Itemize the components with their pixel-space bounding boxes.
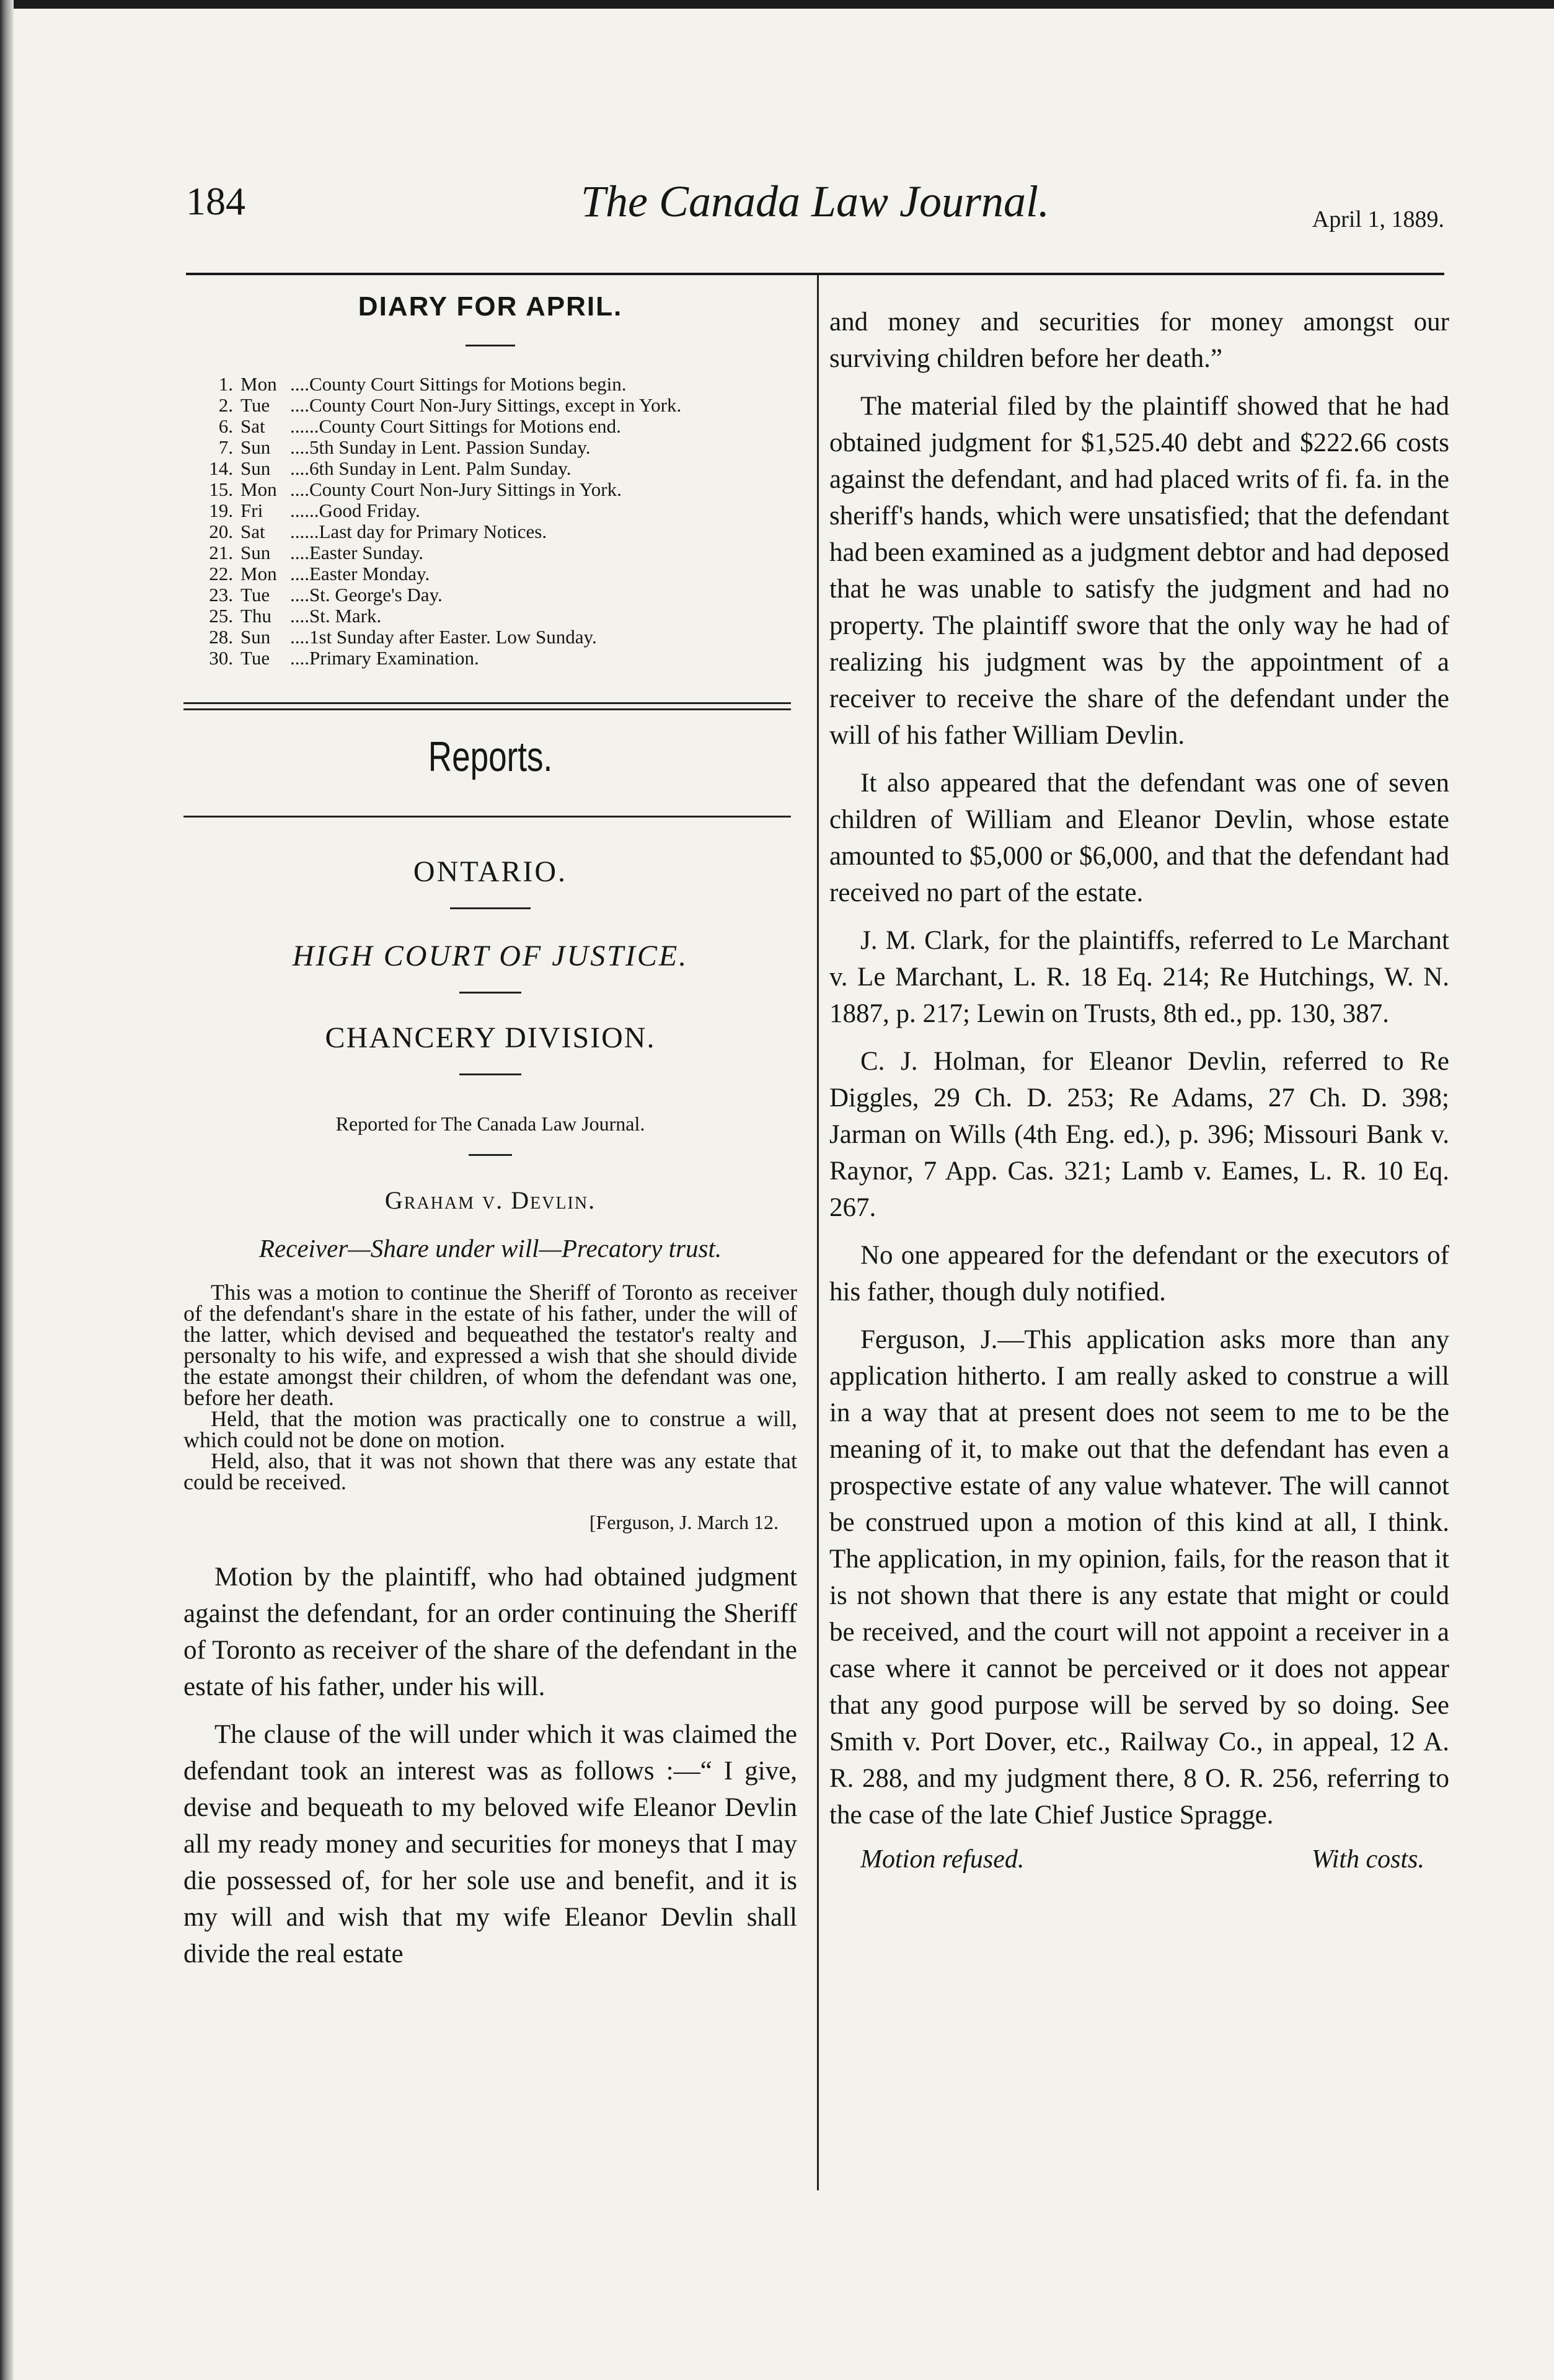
diary-text: ....6th Sunday in Lent. Palm Sunday. — [290, 457, 572, 479]
case-result — [829, 1844, 1449, 1874]
diary-text: ....5th Sunday in Lent. Passion Sunday. — [290, 436, 591, 458]
journal-title: The Canada Law Journal. — [580, 177, 1050, 226]
body-paragraph: The clause of the will under which it was claimed the defendant took an interest was as follows :—“ I give, devise and bequeath to my beloved wife Eleanor Devlin all my ready money and securities for moneys that I may die possessed of, for her sole use and benefit, and it is my will and wish that my wife Eleanor Devlin shall divide the real estate — [183, 1720, 797, 1968]
reports-heading: Reports. — [428, 733, 553, 780]
body-paragraph: C. J. Holman, for Eleanor Devlin, referred to Re Diggles, 29 Ch. D. 253; Re Adams, 27 Ch. D. 398; Jarman on Wills (4th Eng. ed.), p. 396; Missouri Bank v. Raynor, 7 App. Cas. 321; Lamb v. Eames, L. R. 10 Eq. 267. — [829, 1047, 1449, 1222]
diary-text: ....County Court Non-Jury Sittings, except in York. — [290, 394, 682, 416]
diary-entry — [190, 500, 797, 521]
diary-day: 1. — [218, 373, 233, 395]
reports-rule — [183, 816, 791, 818]
diary-text: ....St. George's Day. — [290, 584, 443, 606]
diary-day: 6. — [218, 415, 233, 437]
diary-weekday: Sat — [241, 521, 265, 542]
page-number: 184 — [186, 179, 245, 223]
province-heading: ONTARIO. — [413, 855, 568, 888]
diary-entry — [190, 458, 797, 479]
divider-rule — [459, 1073, 521, 1075]
body-paragraph: J. M. Clark, for the plaintiffs, referred to Le Marchant v. Le Marchant, L. R. 18 Eq. 214; Re Hutchings, W. N. 1887, p. 217; Lewin on Trusts, 8th ed., pp. 130, 387. — [829, 926, 1449, 1028]
court-heading: HIGH COURT OF JUSTICE. — [292, 940, 689, 972]
section-double-rule — [183, 702, 791, 710]
summary-paragraph: Held, that the motion was practically one to construe a will, which could not be done on motion. — [183, 1406, 797, 1452]
diary-weekday: Tue — [241, 394, 270, 416]
diary-weekday: Sun — [241, 436, 271, 458]
diary-day: 22. — [209, 563, 233, 584]
diary-weekday: Sun — [241, 542, 271, 563]
summary-paragraph: Held, also, that it was not shown that there was any estate that could be received. — [183, 1448, 797, 1494]
diary-rule — [466, 345, 515, 346]
result-right: With costs. — [1311, 1845, 1424, 1874]
diary-day: 25. — [209, 605, 233, 627]
scan-border-left — [0, 0, 14, 2380]
judge-line: [Ferguson, J. March 12. — [589, 1511, 779, 1533]
diary-entry — [190, 395, 797, 416]
diary-entry — [190, 563, 797, 584]
diary-entry — [190, 479, 797, 500]
diary-text: ....St. Mark. — [290, 605, 382, 627]
case-title: Graham v. Devlin. — [384, 1186, 596, 1214]
body-paragraph: The material filed by the plaintiff showed that he had obtained judgment for $1,525.40 debt and $222.66 costs against the defendant, and had placed writs of fi. fa. in the sheriff's hands, which were unsatisfied; that the defendant had been examined as a judgment debtor and had deposed that he was unable to satisfy the judgment and had no property. The plaintiff swore that the only way he had of realizing his judgment was by the appointment of a receiver to receive the share of the defendant under the will of his father William Devlin. — [829, 392, 1449, 750]
right-column — [829, 304, 1449, 1874]
diary-day: 15. — [209, 478, 233, 500]
diary-weekday: Mon — [241, 373, 277, 395]
case-summary — [183, 1282, 797, 1492]
diary-weekday: Sat — [241, 415, 265, 437]
diary-text: ......Good Friday. — [290, 500, 420, 521]
diary-list — [190, 374, 797, 669]
left-body-text — [183, 1559, 797, 1972]
diary-entry — [190, 584, 797, 606]
diary-entry — [190, 627, 797, 648]
diary-text: ....County Court Sittings for Motions begin. — [290, 373, 627, 395]
diary-day: 19. — [209, 500, 233, 521]
diary-entry — [190, 374, 797, 395]
case-headnote: Receiver—Share under will—Precatory trust. — [258, 1234, 722, 1263]
diary-weekday: Tue — [241, 647, 270, 669]
diary-day: 30. — [209, 647, 233, 669]
diary-entry — [190, 437, 797, 458]
body-paragraph: and money and securities for money amongst our surviving children before her death.” — [829, 307, 1449, 373]
diary-entry — [190, 521, 797, 542]
diary-weekday: Mon — [241, 563, 277, 584]
body-paragraph: It also appeared that the defendant was one of seven children of William and Eleanor Devlin, whose estate amounted to $5,000 or $6,000, and that the defendant had received no part of the estate. — [829, 769, 1449, 907]
result-left: Motion refused. — [860, 1845, 1025, 1874]
diary-day: 28. — [209, 626, 233, 648]
diary-entry — [190, 416, 797, 437]
divider-rule — [450, 907, 531, 909]
diary-text: ....1st Sunday after Easter. Low Sunday. — [290, 626, 597, 648]
diary-weekday: Sun — [241, 457, 271, 479]
right-body-text — [829, 304, 1449, 1833]
divider-rule — [469, 1154, 512, 1156]
body-paragraph: No one appeared for the defendant or the executors of his father, though duly notified. — [829, 1241, 1449, 1307]
diary-day: 2. — [218, 394, 233, 416]
body-paragraph: Ferguson, J.—This application asks more than any application hitherto. I am really asked to construe a will in a way that at present does not seem to me to be the meaning of it, to make out that the defendant has even a prospective estate of any value whatever. The will cannot be construed upon a motion of this kind at all, I think. The application, in my opinion, fails, for the reason that it is not shown that there is any estate that might or could be received, and the court will not appoint a receiver in a case where it cannot be perceived or it does not appear that any good purpose will be served by so doing. See Smith v. Port Dover, etc., Railway Co., in appeal, 12 A. R. 288, and my judgment there, 8 O. R. 256, referring to the case of the late Chief Justice Spragge. — [829, 1325, 1449, 1830]
left-column — [183, 291, 797, 1983]
diary-weekday: Mon — [241, 478, 277, 500]
division-heading: CHANCERY DIVISION. — [325, 1021, 656, 1054]
diary-entry — [190, 606, 797, 627]
issue-date: April 1, 1889. — [1312, 206, 1444, 232]
page-header — [186, 167, 1444, 236]
diary-weekday: Tue — [241, 584, 270, 606]
diary-entry — [190, 648, 797, 669]
diary-weekday: Thu — [241, 605, 272, 627]
summary-paragraph: This was a motion to continue the Sheriff of Toronto as receiver of the defendant's share in the estate of his father, under the will of the latter, which devised and bequeathed the testator's realty and personalty to his wife, and expressed a wish that she should divide the estate amongst their children, of whom the defendant was one, before her death. — [183, 1280, 797, 1410]
diary-weekday: Fri — [241, 500, 263, 521]
diary-day: 21. — [209, 542, 233, 563]
diary-day: 23. — [209, 584, 233, 606]
diary-text: ....Easter Sunday. — [290, 542, 423, 563]
diary-entry — [190, 542, 797, 563]
diary-day: 7. — [218, 436, 233, 458]
header-rule — [186, 273, 1444, 275]
diary-text: ....Primary Examination. — [290, 647, 479, 669]
divider-rule — [459, 992, 521, 994]
reported-for-line: Reported for The Canada Law Journal. — [335, 1113, 645, 1135]
diary-text: ......Last day for Primary Notices. — [290, 521, 547, 542]
diary-title: DIARY FOR APRIL. — [358, 291, 623, 322]
diary-weekday: Sun — [241, 626, 271, 648]
diary-day: 14. — [209, 457, 233, 479]
column-divider — [817, 275, 819, 2190]
diary-day: 20. — [209, 521, 233, 542]
scan-border-top — [0, 0, 1554, 9]
diary-text: ....County Court Non-Jury Sittings in York. — [290, 478, 622, 500]
diary-text: ....Easter Monday. — [290, 563, 430, 584]
diary-text: ......County Court Sittings for Motions end. — [290, 415, 621, 437]
body-paragraph: Motion by the plaintiff, who had obtained judgment against the defendant, for an order continuing the Sheriff of Toronto as receiver of the share of the defendant in the estate of his father, under his will. — [183, 1562, 797, 1701]
